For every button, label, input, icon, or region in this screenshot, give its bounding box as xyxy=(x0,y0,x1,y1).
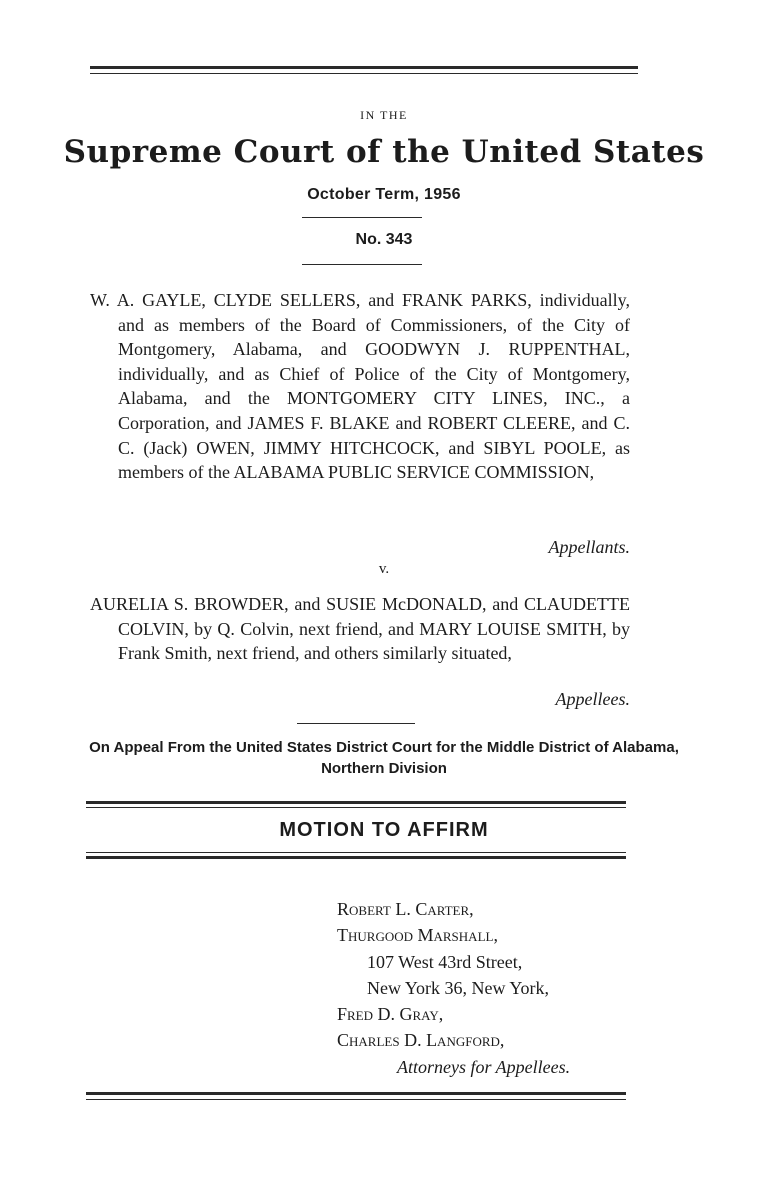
versus: v. xyxy=(378,561,390,577)
bottom-rule-thick xyxy=(86,1092,626,1095)
term: October Term, 1956 xyxy=(307,186,461,203)
counsel-role: Attorneys for Appellees. xyxy=(397,1056,571,1077)
appellants-label: Appellants. xyxy=(548,537,630,557)
court-title: Supreme Court of the United States xyxy=(63,134,705,170)
top-rule-thin xyxy=(90,73,638,74)
bottom-rule-thin xyxy=(86,1099,626,1100)
appellees-label: Appellees. xyxy=(555,689,630,709)
top-rule-thick xyxy=(90,66,638,69)
motion-rule-bottom-thin xyxy=(86,852,626,853)
motion-rule-top-thick xyxy=(86,801,626,804)
docket-divider xyxy=(302,264,422,265)
counsel-name: Charles D. Langford, xyxy=(337,1030,505,1051)
appellees-parties: AURELIA S. BROWDER, and SUSIE McDONALD, and CLAUDETTE COLVIN, by Q. Colvin, next friend, and MARY LOUISE SMITH, by Frank Smith, next friend, and others similarly situated, xyxy=(90,594,630,664)
court-prefix: IN THE xyxy=(360,108,408,122)
counsel-address: 107 West 43rd Street, xyxy=(367,951,523,972)
counsel-block xyxy=(337,896,570,1080)
term-divider xyxy=(302,217,422,218)
counsel-name: Robert L. Carter, xyxy=(337,899,474,919)
motion-rule-bottom-thick xyxy=(86,856,626,859)
appellants-parties: W. A. GAYLE, CLYDE SELLERS, and FRANK PARKS, individually, and as members of the Board of Commissioners, of the City of Montgomery, Alabama, and GOODWYN J. RUPPENTHAL, individually, and as Chief of Police of the City of Montgomery, Alabama, and the MONTGOMERY CITY LINES, INC., a Corporation, and JAMES F. BLAKE and ROBERT CLEERE, and C. C. (Jack) OWEN, JIMMY HITCHCOCK, and SIBYL POOLE, as members of the ALABAMA PUBLIC SERVICE COMMISSION, xyxy=(90,290,630,483)
motion-title: MOTION TO AFFIRM xyxy=(279,819,489,841)
counsel-name: Thurgood Marshall, xyxy=(337,925,498,946)
counsel-name: Fred D. Gray, xyxy=(337,1004,444,1025)
docket-number: No. 343 xyxy=(355,231,413,248)
appeal-divider xyxy=(297,723,415,724)
appeal-line: On Appeal From the United States District Court for the Middle District of Alabama, Northern Division xyxy=(89,739,679,777)
counsel-address: New York 36, New York, xyxy=(367,977,550,998)
motion-rule-top-thin xyxy=(86,807,626,808)
